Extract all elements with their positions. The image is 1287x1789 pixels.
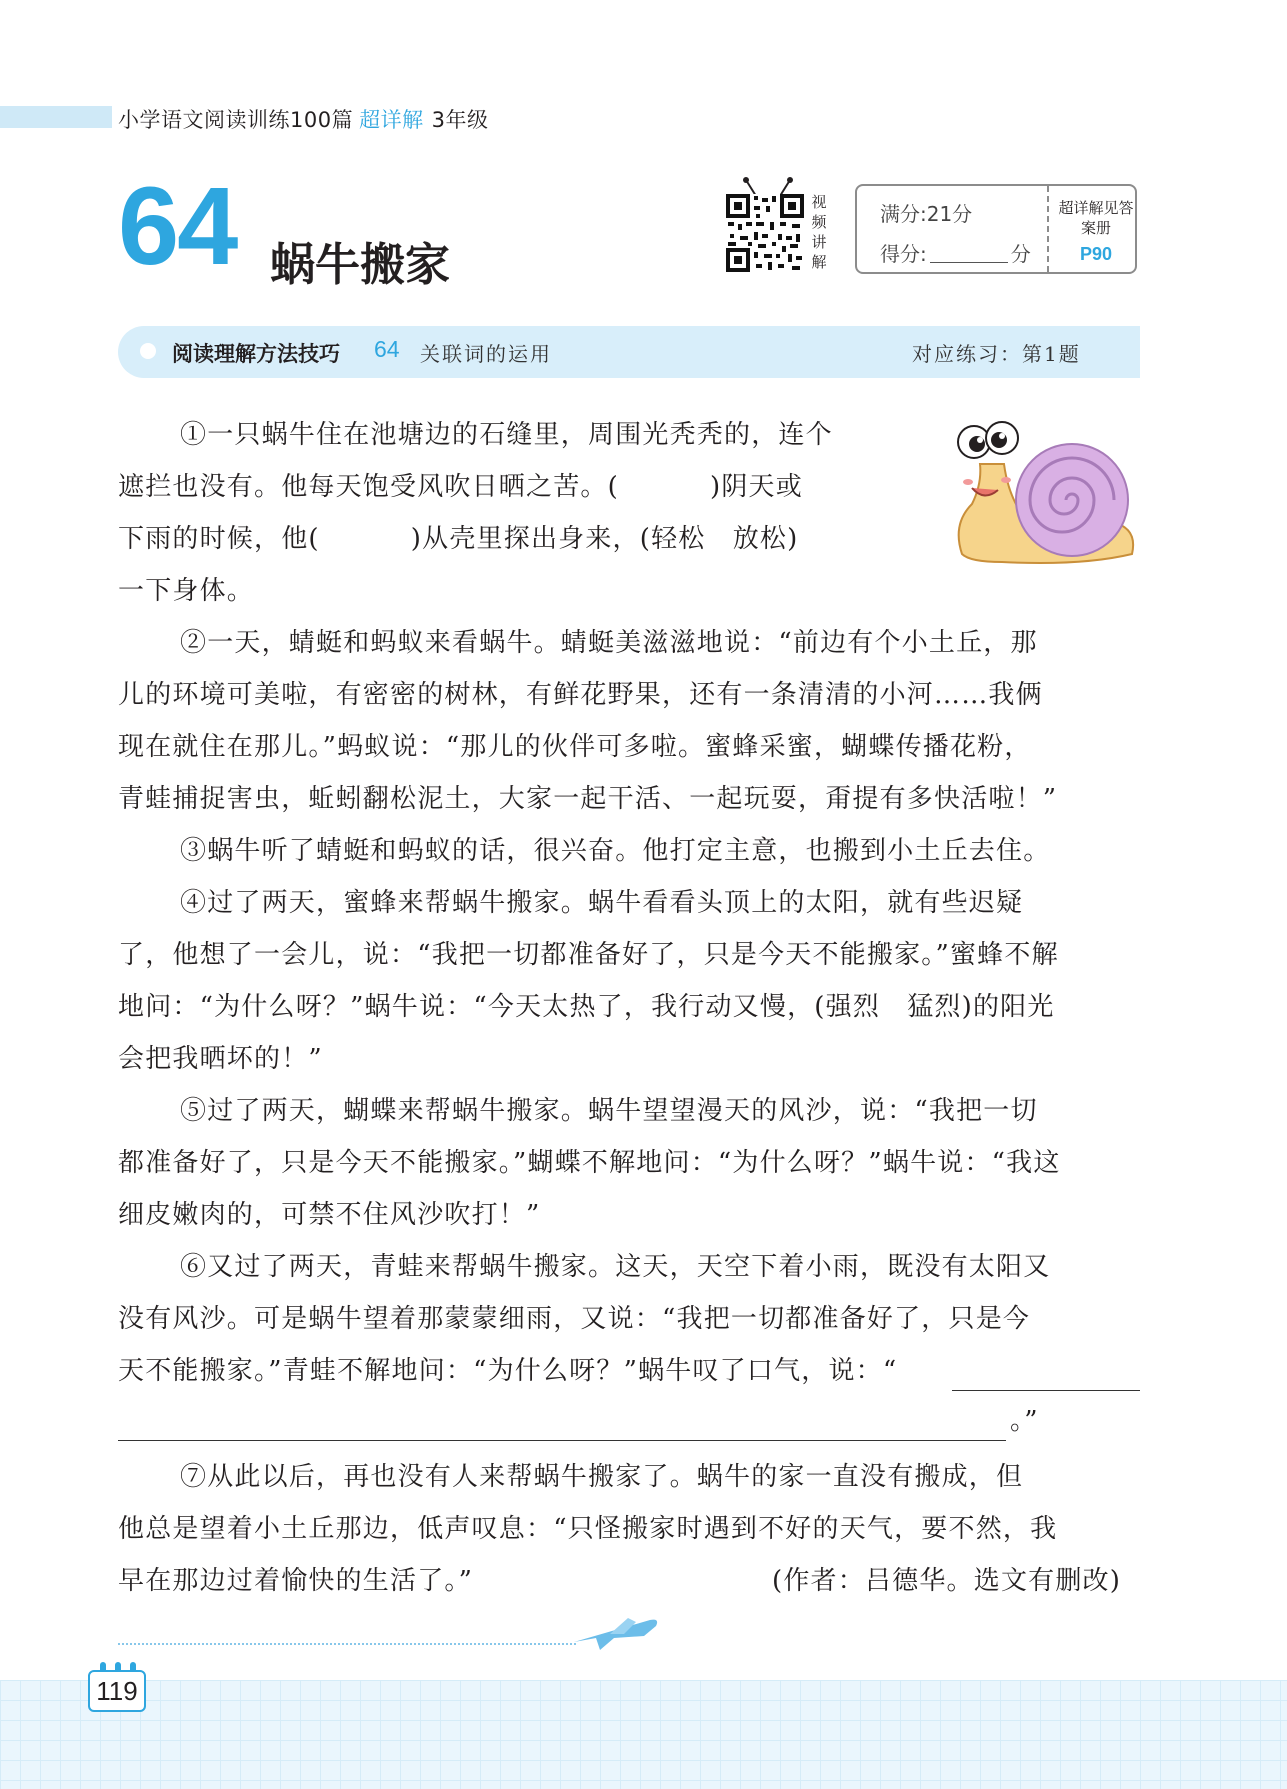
passage-line: ④过了两天，蜜蜂来帮蜗牛搬家。蜗牛看看头顶上的太阳，就有些迟疑 <box>180 888 1024 918</box>
answer-page: P90 <box>1079 244 1113 264</box>
passage-line: 天不能搬家。”青蛙不解地问：“为什么呀？”蜗牛叹了口气，说：“ <box>118 1356 898 1386</box>
passage-line: 儿的环境可美啦，有密密的树林，有鲜花野果，还有一条清清的小河……我俩 <box>118 680 1043 710</box>
series-name: 小学语文阅读训练100篇 <box>118 108 354 132</box>
paper-plane-icon <box>570 1614 662 1654</box>
passage-line: ②一天，蜻蜓和蚂蚁来看蜗牛。蜻蜓美滋滋地说：“前边有个小土丘，那 <box>180 628 1038 658</box>
score-divider <box>1047 186 1049 272</box>
passage-line: 都准备好了，只是今天不能搬家。”蝴蝶不解地问：“为什么呀？”蜗牛说：“我这 <box>118 1148 1061 1178</box>
score-got-label: 得分: <box>880 242 927 266</box>
passage-line: 现在就住在那儿。”蚂蚁说：“那儿的伙伴可多啦。蜜蜂采蜜，蝴蝶传播花粉， <box>118 732 1032 762</box>
passage-line: 早在那边过着愉快的生活了。” <box>118 1566 474 1596</box>
passage-line: 青蛙捕捉害虫，蚯蚓翻松泥土，大家一起干活、一起玩耍，甭提有多快活啦！” <box>118 784 1058 814</box>
bullet-dot-icon <box>140 343 156 359</box>
full-score: 满分:21分 <box>880 202 973 226</box>
score-got <box>880 238 1031 267</box>
method-number: 64 <box>374 336 400 362</box>
source-note: (作者：吕德华。选文有删改) <box>772 1566 1122 1596</box>
answer-blank-line[interactable] <box>952 1390 1140 1391</box>
header-band <box>0 106 112 128</box>
passage-line: 地问：“为什么呀？”蜗牛说：“今天太热了，我行动又慢，(强烈 猛烈)的阳光 <box>118 992 1055 1022</box>
passage-line: ①一只蜗牛住在池塘边的石缝里，周围光秃秃的，连个 <box>180 420 833 450</box>
footer-divider <box>118 1643 576 1645</box>
passage-line: 遮拦也没有。他每天饱受风吹日晒之苦。( )阴天或 <box>118 472 803 502</box>
passage-line: 了，他想了一会儿，说：“我把一切都准备好了，只是今天不能搬家。”蜜蜂不解 <box>118 940 1059 970</box>
lesson-title: 蜗牛搬家 <box>270 238 451 291</box>
score-blank[interactable] <box>930 244 1008 263</box>
method-practice: 对应练习：第1题 <box>912 342 1081 366</box>
passage-line: 下雨的时候，他( )从壳里探出身来，(轻松 放松) <box>118 524 799 554</box>
video-label: 视频讲解 <box>811 193 827 271</box>
answer-blank-line[interactable] <box>118 1440 1006 1441</box>
passage-line: 他总是望着小土丘那边，低声叹息：“只怪搬家时遇到不好的天气，要不然，我 <box>118 1514 1058 1544</box>
passage-line: 细皮嫩肉的，可禁不住风沙吹打！” <box>118 1200 541 1230</box>
passage-line: 一下身体。 <box>118 576 255 606</box>
method-topic: 关联词的运用 <box>420 342 552 366</box>
score-got-unit: 分 <box>1010 242 1031 266</box>
series-title <box>118 104 488 134</box>
passage-line: ⑤过了两天，蝴蝶来帮蜗牛搬家。蜗牛望望漫天的风沙，说：“我把一切 <box>180 1096 1038 1126</box>
passage-line: ③蜗牛听了蜻蜓和蚂蚁的话，很兴奋。他打定主意，也搬到小土丘去住。 <box>180 836 1051 866</box>
page-number: 119 <box>96 1676 138 1706</box>
series-accent: 超详解 <box>359 108 424 132</box>
passage-line: 会把我晒坏的！” <box>118 1044 323 1074</box>
snail-illustration <box>942 404 1142 574</box>
method-label: 阅读理解方法技巧 <box>172 342 340 366</box>
grade-label: 3年级 <box>431 108 489 132</box>
passage-line: 没有风沙。可是蜗牛望着那蒙蒙细雨，又说：“我把一切都准备好了，只是今 <box>118 1304 1031 1334</box>
passage-line: 。” <box>1010 1406 1039 1436</box>
lesson-number: 64 <box>118 165 237 288</box>
answer-note: 超详解见答案册 <box>1058 199 1134 237</box>
footer-grid <box>0 1680 1287 1789</box>
passage-line: ⑥又过了两天，青蛙来帮蜗牛搬家。这天，天空下着小雨，既没有太阳又 <box>180 1252 1051 1282</box>
qr-code-icon[interactable] <box>726 194 804 272</box>
passage-line: ⑦从此以后，再也没有人来帮蜗牛搬家了。蜗牛的家一直没有搬成，但 <box>180 1462 1024 1492</box>
